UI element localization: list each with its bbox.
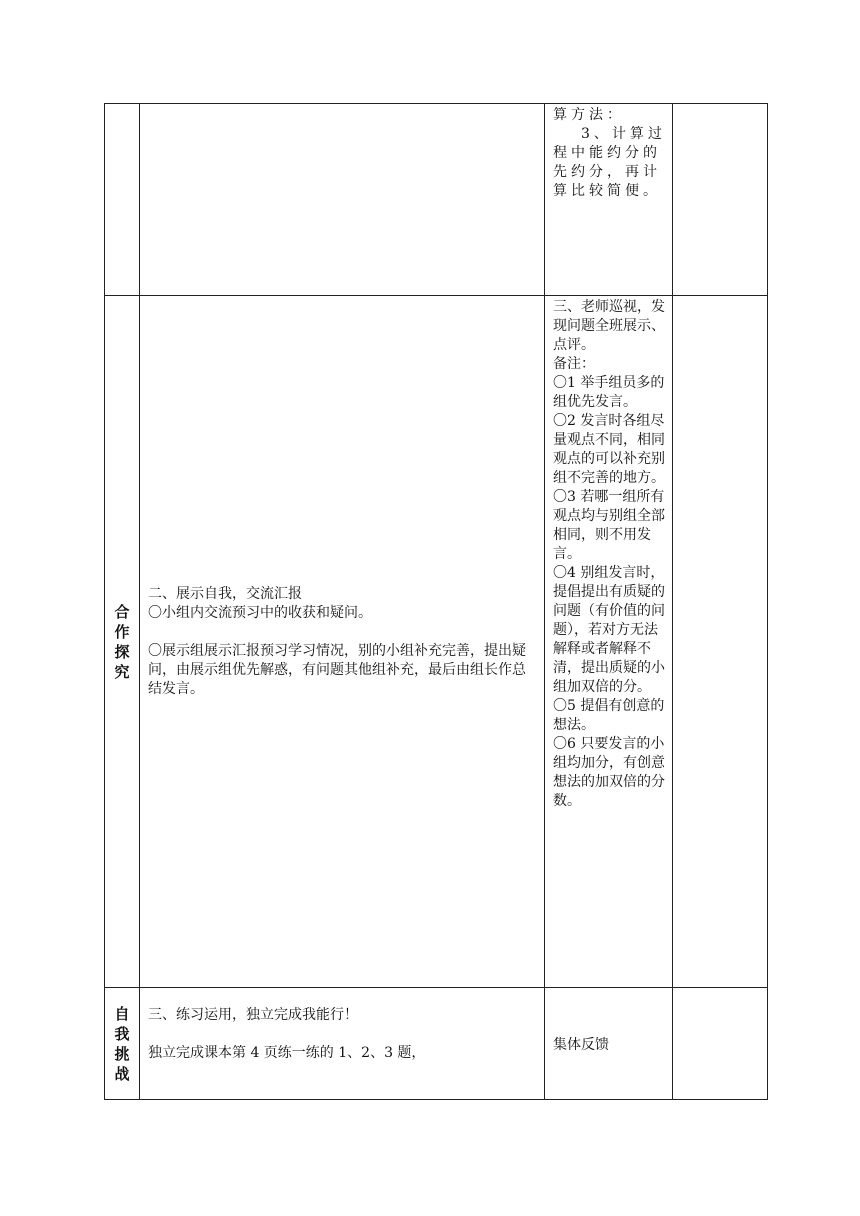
label-char: 探 <box>114 642 130 661</box>
label-char: 挑 <box>114 1044 130 1063</box>
note-text: 备注： <box>553 356 595 372</box>
note-text: 〇5 提倡有创意的想法。 <box>553 698 665 733</box>
notes-cell <box>545 296 673 988</box>
content-cell <box>140 104 545 296</box>
label-char: 自 <box>114 1004 130 1023</box>
content-cell <box>140 296 545 988</box>
label-char: 战 <box>114 1064 130 1083</box>
note-text: 〇3 若哪一组所有观点均与别组全部相同，则不用发言。 <box>553 489 665 562</box>
content-text: 〇小组内交流预习中的收获和疑问。 <box>148 604 372 621</box>
note-text: 〇2 发言时各组尽量观点不同，相同观点的可以补充别组不完善的地方。 <box>553 413 665 486</box>
content-text: 三、练习运用，独立完成我能行！ <box>148 1007 358 1023</box>
note-text: 〇1 举手组员多的组优先发言。 <box>553 375 665 410</box>
label-char: 合 <box>114 602 130 621</box>
label-char: 究 <box>114 662 130 681</box>
note-text: 集体反馈 <box>553 1036 609 1053</box>
note-text: 〇4 别组发言时，提倡提出有质疑的问题（有价值的问题），若对方无法解释或者解释不清，提出质疑的小组加双倍的分。 <box>553 565 665 695</box>
note-text: 〇6 只要发言的小组均加分，有创意想法的加双倍的分数。 <box>553 736 665 809</box>
note-text: 三、老师巡视，发现问题全班展示、点评。 <box>553 299 665 353</box>
empty-cell <box>673 104 768 296</box>
empty-cell <box>673 988 768 1100</box>
table-row <box>105 104 768 296</box>
table-row <box>105 988 768 1100</box>
row-label-cell <box>105 296 140 988</box>
empty-cell <box>673 296 768 988</box>
row-label-cell <box>105 104 140 296</box>
label-char: 我 <box>114 1024 130 1043</box>
content-cell <box>140 988 545 1100</box>
note-text: 3、计算过程中能约分的先约分，再计算比较简便。 <box>553 126 666 199</box>
note-text: 算方法： <box>553 107 625 123</box>
content-text: 二、展示自我，交流汇报 <box>148 585 302 602</box>
notes-cell <box>545 988 673 1100</box>
lesson-plan-table <box>104 103 768 1100</box>
notes-cell <box>545 104 673 296</box>
content-text: 〇展示组展示汇报预习学习情况，别的小组补充完善，提出疑问，由展示组优先解惑，有问题其他组补充，最后由组长作总结发言。 <box>148 642 526 697</box>
content-text: 独立完成课本第 4 页练一练的 1、2、3 题， <box>148 1045 426 1061</box>
row-label-cell <box>105 988 140 1100</box>
label-char: 作 <box>114 622 130 641</box>
table-row <box>105 296 768 988</box>
